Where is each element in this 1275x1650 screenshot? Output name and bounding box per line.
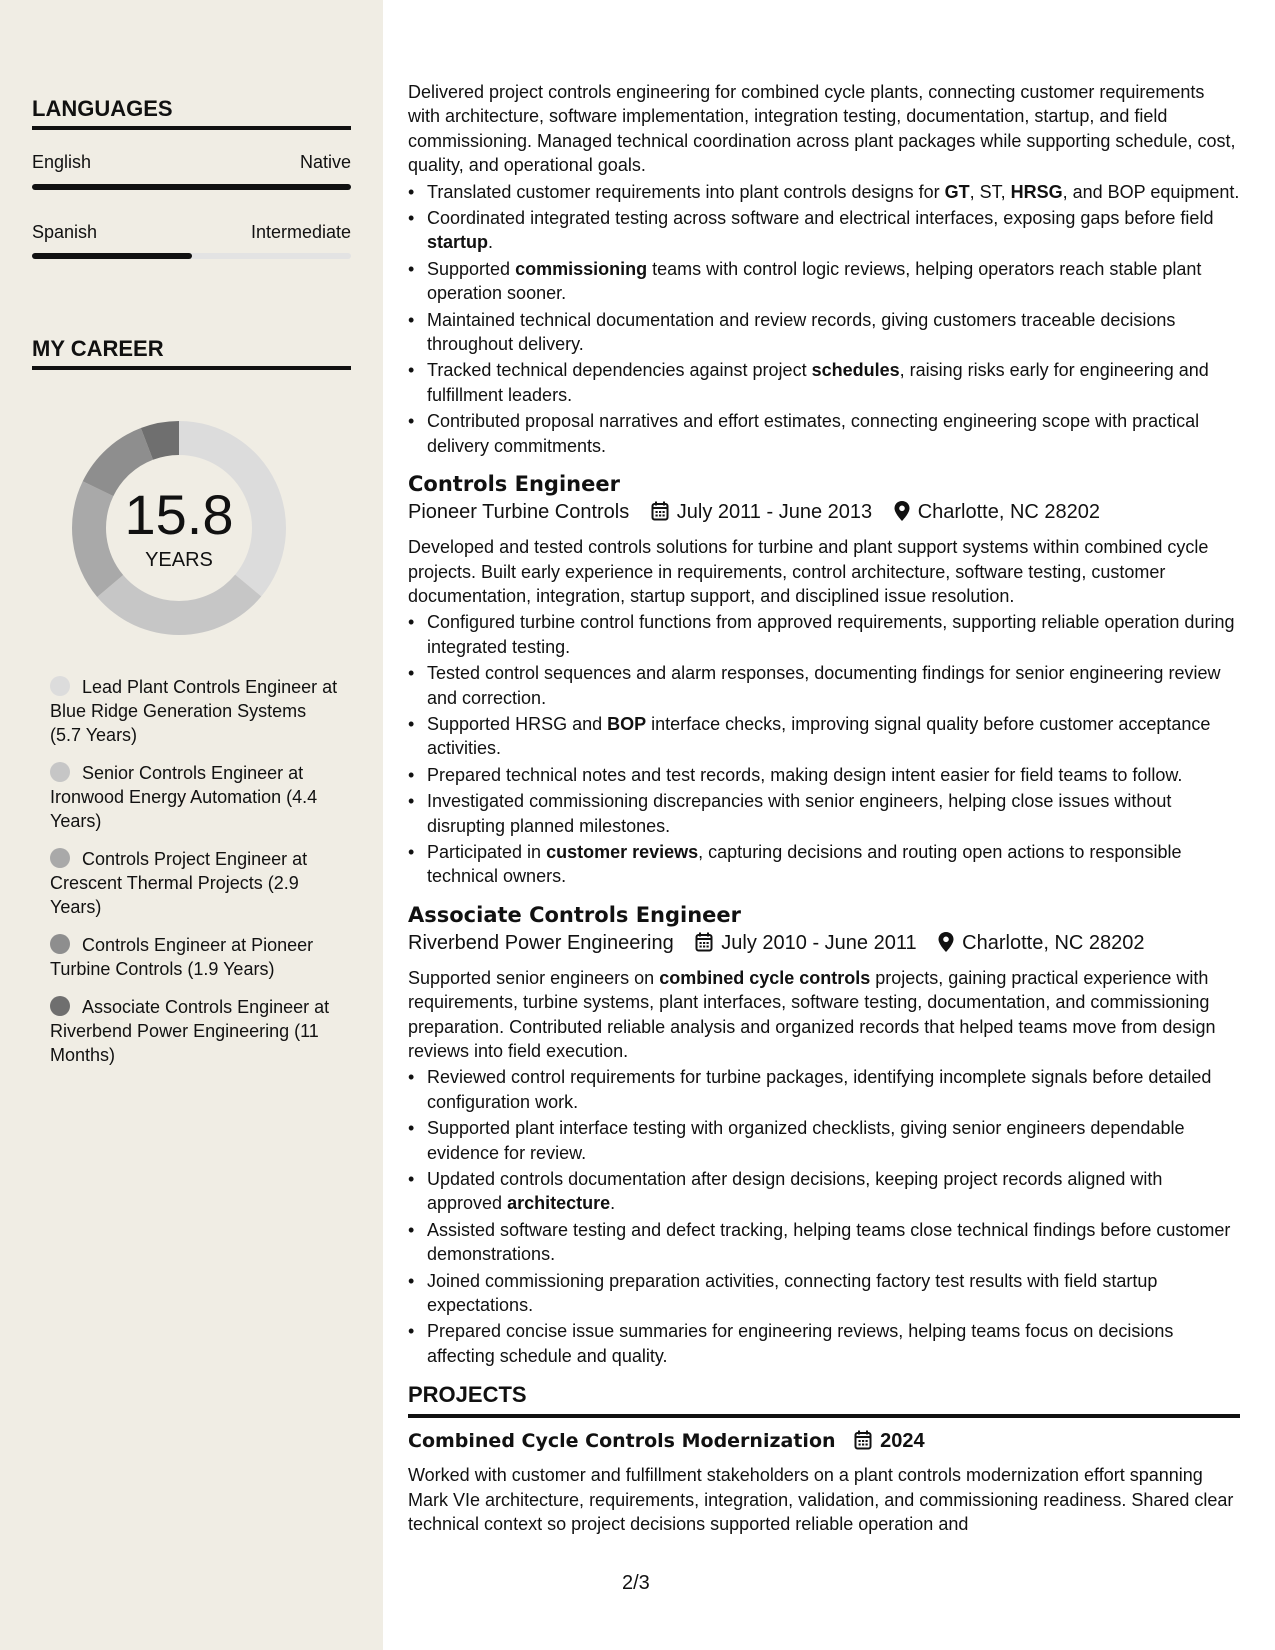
legend-label: Senior Controls Engineer at Ironwood Energy Automation (4.4 Years)	[50, 763, 318, 831]
job-bullets	[408, 1065, 1240, 1368]
bullet-item: • Assisted software testing and defect tracking, helping teams close technical findings before customer demonstrations.	[408, 1218, 1240, 1267]
bullet-item: • Maintained technical documentation and review records, giving customers traceable decisions throughout delivery.	[408, 308, 1240, 357]
job-dates: July 2010 - June 2011	[721, 931, 917, 954]
bullet-item: • Joined commissioning preparation activities, connecting factory test results with field startup expectations.	[408, 1269, 1240, 1318]
bullet-item: • Tested control sequences and alarm responses, documenting findings for senior engineering review and correction.	[408, 661, 1240, 710]
legend-dot	[50, 996, 70, 1016]
bullet-item: • Reviewed control requirements for turbine packages, identifying incomplete signals before detailed configuration work.	[408, 1065, 1240, 1114]
bullet-item: • Investigated commissioning discrepancies with senior engineers, helping close issues without disrupting planned milestones.	[408, 789, 1240, 838]
legend-dot	[50, 848, 70, 868]
legend-dot	[50, 762, 70, 782]
bullet-item: • Supported HRSG and BOP interface checks, improving signal quality before customer acceptance activities.	[408, 712, 1240, 761]
bullet-item: • Coordinated integrated testing across software and electrical interfaces, exposing gaps before field startup.	[408, 206, 1240, 255]
job-bullets	[408, 610, 1240, 888]
bullet-item: • Participated in customer reviews, capturing decisions and routing open actions to responsible technical owners.	[408, 840, 1240, 889]
language-name: English	[32, 152, 92, 172]
bullet-item: • Updated controls documentation after design decisions, keeping project records aligned with approved architecture.	[408, 1167, 1240, 1216]
career-total-years: 15.8	[124, 483, 234, 546]
career-heading: MY CAREER	[32, 336, 164, 361]
project-date: 2024	[880, 1430, 925, 1453]
calendar-icon	[854, 1430, 872, 1457]
language-bar-spanish	[32, 253, 351, 259]
legend-label: Associate Controls Engineer at Riverbend Power Engineering (11 Months)	[50, 997, 330, 1065]
legend-dot	[50, 676, 70, 696]
job-title: Controls Engineer	[408, 472, 620, 497]
company-name: Riverbend Power Engineering	[408, 931, 674, 954]
intro-bullets	[408, 180, 1240, 458]
bullet-item: • Tracked technical dependencies against project schedules, raising risks early for engineering and fulfillment leaders.	[408, 358, 1240, 407]
language-name: Spanish	[32, 222, 98, 242]
language-row-english	[32, 152, 351, 173]
career-donut-chart	[64, 413, 294, 643]
bullet-item: • Prepared technical notes and test records, making design intent easier for field teams to follow.	[408, 763, 1240, 787]
project-title: Combined Cycle Controls Modernization	[408, 1430, 836, 1453]
job-summary: Supported senior engineers on combined cycle controls projects, gaining practical experience with requirements, turbine systems, plant interfaces, software testing, documentation, and commissioning preparation. Contributed reliable analysis and organized records that helped teams move from design reviews into field execution.	[408, 967, 1216, 1061]
language-level: Intermediate	[250, 222, 351, 242]
legend-label: Lead Plant Controls Engineer at Blue Ridge Generation Systems (5.7 Years)	[50, 677, 338, 745]
legend-dot	[50, 934, 70, 954]
job-location: Charlotte, NC 28202	[962, 931, 1145, 954]
job-meta	[408, 929, 1240, 960]
bullet-item: • Supported plant interface testing with organized checklists, giving senior engineers dependable evidence for review.	[408, 1116, 1240, 1165]
projects-heading: PROJECTS	[408, 1382, 527, 1408]
intro-summary: Delivered project controls engineering for combined cycle plants, connecting customer requirements with architecture, software implementation, integration testing, documentation, startup, and field commissioning. Managed technical coordination across plant packages while supporting schedule, cost, quality, and operational goals.	[408, 82, 1236, 176]
language-bar-fill	[32, 184, 351, 190]
location-pin-icon	[894, 501, 910, 529]
language-bar-english	[32, 184, 351, 190]
legend-label: Controls Engineer at Pioneer Turbine Controls (1.9 Years)	[50, 935, 314, 979]
company-name: Pioneer Turbine Controls	[408, 501, 630, 524]
career-total-unit: YEARS	[145, 549, 213, 571]
job-location: Charlotte, NC 28202	[917, 501, 1101, 524]
legend-item	[50, 761, 340, 833]
sidebar	[0, 0, 383, 1650]
main-content	[408, 80, 1240, 1537]
project-title-row	[408, 1428, 1240, 1457]
project-summary: Worked with customer and fulfillment stakeholders on a plant controls modernization effort spanning Mark VIe architecture, requirements, integration, validation, and commissioning readiness. Shared clear technical context so project decisions supported reliable operation and	[408, 1465, 1234, 1535]
language-row-spanish	[32, 222, 351, 243]
calendar-icon	[651, 501, 669, 529]
legend-item	[50, 995, 340, 1067]
bullet-item: • Prepared concise issue summaries for engineering reviews, helping teams focus on decisions affecting schedule and quality.	[408, 1319, 1240, 1368]
legend-item	[50, 933, 340, 981]
job-meta	[408, 498, 1240, 529]
legend-item	[50, 847, 340, 919]
location-pin-icon	[938, 932, 954, 960]
job-dates: July 2011 - June 2013	[676, 501, 873, 524]
bullet-item: • Configured turbine control functions from approved requirements, supporting reliable operation during integrated testing.	[408, 610, 1240, 659]
legend-label: Controls Project Engineer at Crescent Thermal Projects (2.9 Years)	[50, 849, 308, 917]
legend-item	[50, 675, 340, 747]
language-bar-fill	[32, 253, 192, 259]
projects-rule	[408, 1414, 1240, 1418]
bullet-item: • Translated customer requirements into plant controls designs for GT, ST, HRSG, and BOP equipment.	[408, 180, 1240, 204]
bullet-item: • Supported commissioning teams with control logic reviews, helping operators reach stable plant operation sooner.	[408, 257, 1240, 306]
career-legend	[50, 675, 340, 1081]
job-summary: Developed and tested controls solutions for turbine and plant support systems within combined cycle projects. Built early experience in requirements, control architecture, software testing, customer documentation, integration, startup support, and disciplined issue resolution.	[408, 537, 1209, 606]
career-rule	[32, 366, 351, 370]
page-number: 2/3	[622, 1572, 650, 1594]
job-title: Associate Controls Engineer	[408, 902, 742, 927]
bullet-item: • Contributed proposal narratives and effort estimates, connecting engineering scope with practical delivery commitments.	[408, 409, 1240, 458]
calendar-icon	[695, 932, 713, 960]
languages-rule	[32, 126, 351, 130]
language-level: Native	[299, 152, 351, 172]
donut-segment	[97, 575, 261, 635]
languages-heading: LANGUAGES	[32, 96, 173, 121]
